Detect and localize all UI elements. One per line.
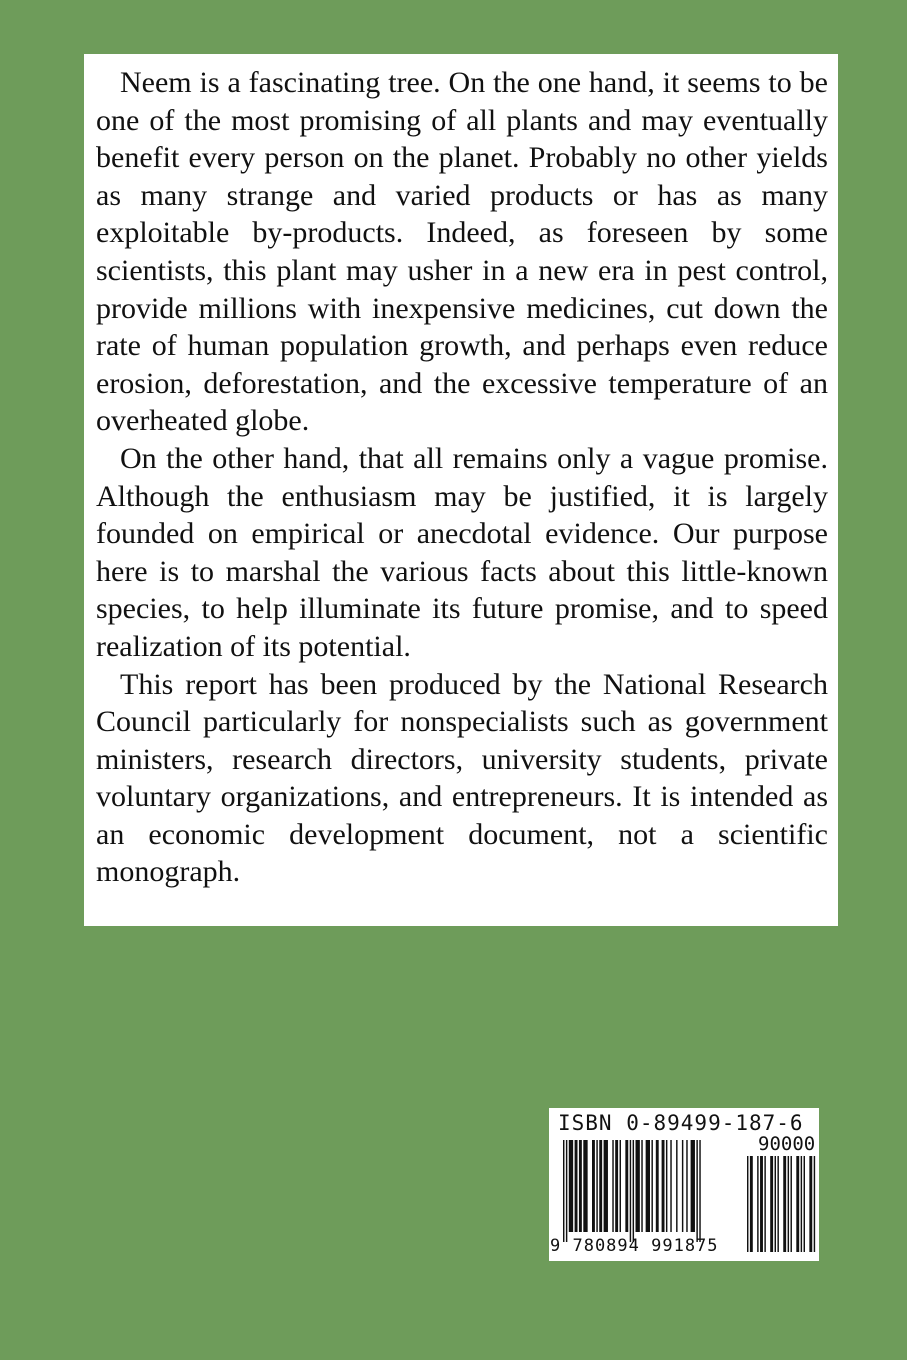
- barcode-bar: [633, 1140, 634, 1242]
- barcode-bar: [636, 1140, 640, 1232]
- barcode-bar: [662, 1140, 665, 1232]
- barcode-bar: [630, 1140, 631, 1242]
- addon-bar: [791, 1156, 792, 1252]
- barcode-bar: [566, 1140, 567, 1242]
- addon-bar: [764, 1156, 765, 1252]
- addon-bar: [757, 1156, 758, 1252]
- addon-bar: [760, 1156, 763, 1252]
- barcode-bar: [670, 1140, 671, 1232]
- barcode-bar: [656, 1140, 659, 1232]
- barcode-bar: [563, 1140, 564, 1242]
- barcode-panel: [549, 1108, 819, 1261]
- addon-bar: [809, 1156, 812, 1252]
- barcode-bar: [579, 1140, 582, 1232]
- barcode-bar: [686, 1140, 687, 1232]
- barcode-bar: [620, 1140, 621, 1232]
- barcode-bar: [666, 1140, 667, 1232]
- barcode-bar: [592, 1140, 595, 1232]
- addon-bar: [777, 1156, 778, 1252]
- price-addon-code: 90000: [758, 1133, 816, 1155]
- addon-bar: [801, 1156, 802, 1252]
- barcode-bar: [641, 1140, 642, 1232]
- barcode-bar: [569, 1140, 573, 1232]
- isbn-label: ISBN 0-89499-187-6: [558, 1111, 804, 1135]
- addon-bar: [747, 1156, 748, 1252]
- barcode-bar: [691, 1140, 695, 1232]
- addon-bar: [775, 1156, 776, 1252]
- barcode-bar: [596, 1140, 597, 1232]
- barcode-bar: [646, 1140, 650, 1232]
- description-paragraph-1: Neem is a fascinating tree. On the one hand, it seems to be one of the most promising of all plants and may eventually benefit every person on the planet. Probably no other yields as many strange and varied products or has as many exploitable by-products. Indeed, as foreseen by some scientists, this plant may usher in a new era in pest control, provide millions with inexpensive medicines, cut down the rate of human population growth, and perhaps even reduce erosion, deforestation, and the excessive temperature of an overheated globe.: [96, 66, 828, 438]
- barcode-bar: [615, 1140, 618, 1232]
- barcode-bar: [682, 1140, 683, 1232]
- description-panel: [84, 54, 838, 926]
- barcode-bar: [676, 1140, 677, 1232]
- addon-bar: [796, 1156, 799, 1252]
- addon-bar: [804, 1156, 805, 1252]
- barcode-bar: [599, 1140, 602, 1232]
- barcode-bar: [699, 1140, 700, 1242]
- barcode-bar: [575, 1140, 578, 1232]
- description-paragraph-2: On the other hand, that all remains only a vague promise. Although the enthusiasm may be justified, it is largely founded on empirical or anecdotal evidence. Our purpose here is to marshal the various facts about this little-known species, to help illuminate its future promise, and to speed realization of its potential.: [96, 441, 828, 663]
- barcode-bar: [604, 1140, 608, 1232]
- addon-bar: [750, 1156, 753, 1252]
- addon-bar: [814, 1156, 815, 1252]
- barcode-bar: [651, 1140, 652, 1232]
- ean-digits: 9 780894 991875: [550, 1236, 719, 1256]
- barcode-bar: [583, 1140, 587, 1232]
- barcode-bar: [625, 1140, 628, 1232]
- addon-bar: [770, 1156, 773, 1252]
- barcode-bar: [696, 1140, 697, 1242]
- barcode-bar: [612, 1140, 613, 1232]
- addon-bar: [783, 1156, 786, 1252]
- addon-bar: [788, 1156, 789, 1252]
- description-paragraph-3: This report has been produced by the National Research Council particularly for nonspecialists such as government ministers, research directors, university students, private voluntary organizations, and entrepreneurs. It is intended as an economic development document, not a scientific monograph.: [96, 667, 828, 889]
